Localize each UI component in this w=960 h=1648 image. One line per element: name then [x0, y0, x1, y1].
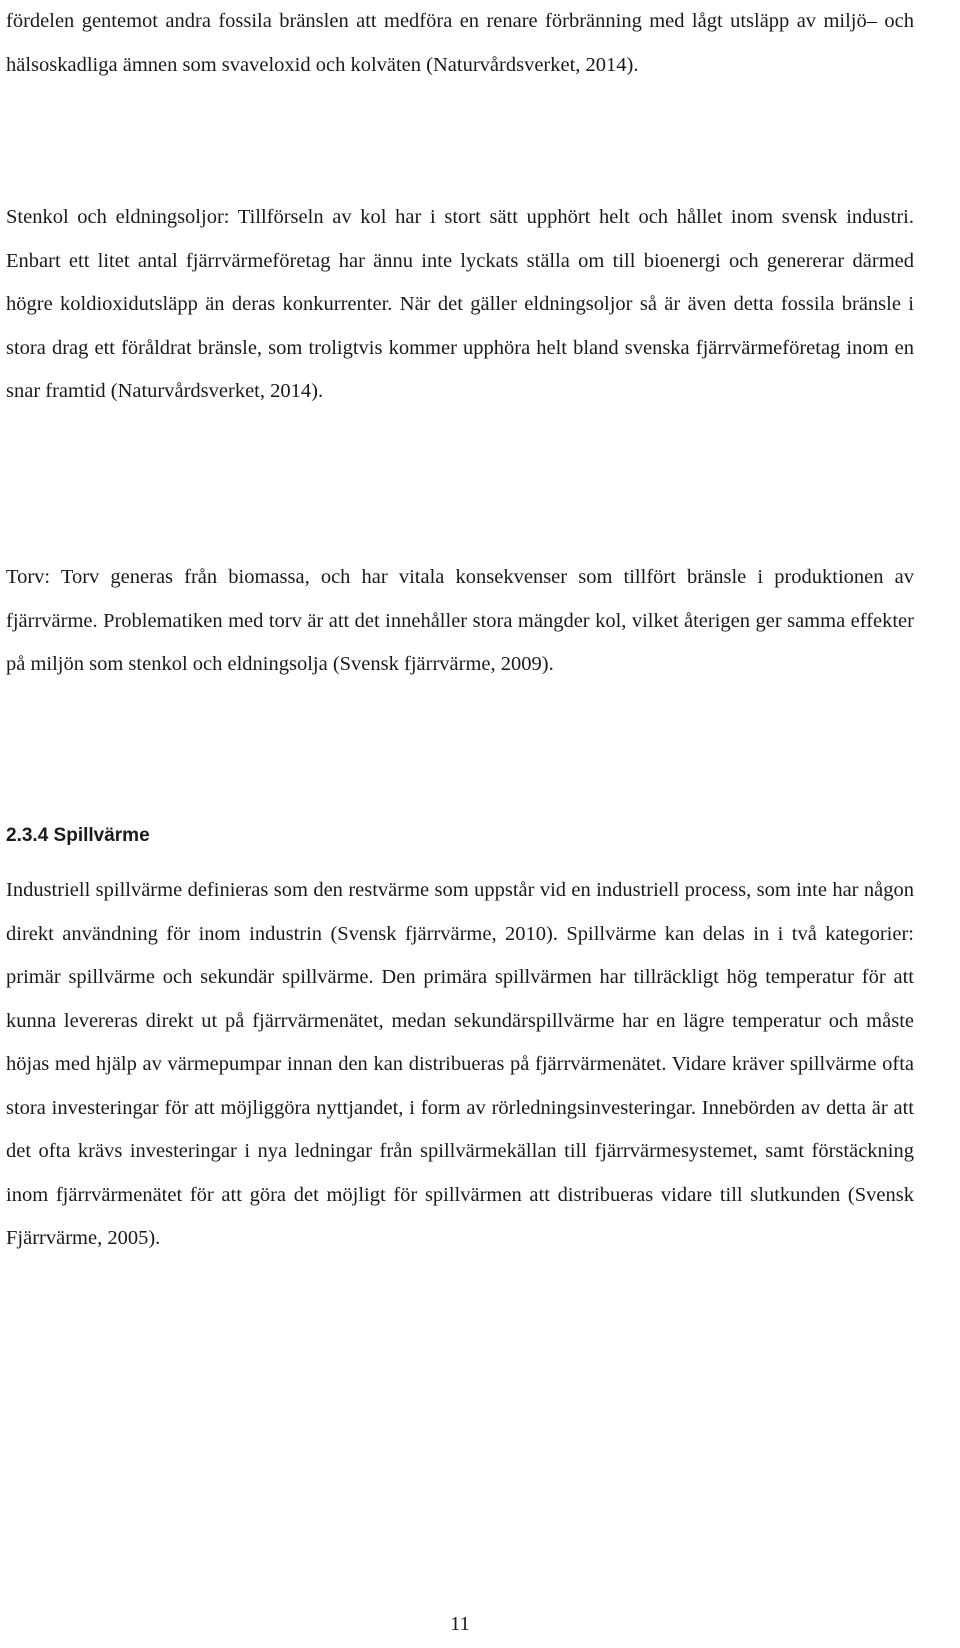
paragraph-coal-and-oil: Stenkol och eldningsoljor: Tillförseln av kol har i stort sätt upphört helt och hållet inom svensk industri. Enbart ett litet antal fjärrvärmeföretag har ännu inte lyckats ställa om till bioenergi och genererar därmed högre koldioxidutsläpp än deras konkurrenter. När det gäller eldningsoljor så är även detta fossila bränsle i stora drag ett föråldrat bränsle, som troligtvis kommer upphöra helt bland svenska fjärrvärmeföretag inom en snar framtid (Naturvårdsverket, 2014). — [6, 206, 914, 402]
paragraph-peat: Torv: Torv generas från biomassa, och har vitala konsekvenser som tillfört bränsle i produktionen av fjärrvärme. Problematiken med torv är att det innehåller stora mängder kol, vilket återigen ger samma effekter på miljön som stenkol och eldningsolja (Svensk fjärrvärme, 2009). — [6, 566, 914, 675]
paragraph-waste-heat: Industriell spillvärme definieras som den restvärme som uppstår vid en industriell process, som inte har någon direkt användning för inom industrin (Svensk fjärrvärme, 2010). Spillvärme kan delas in i två kategorier: primär spillvärme och sekundär spillvärme. Den primära spillvärmen har tillräckligt hög temperatur för att kunna levereras direkt ut på fjärrvärmenätet, medan sekundärspillvärme har en lägre temperatur och måste höjas med hjälp av värmepumpar innan den kan distribueras på fjärrvärmenätet. Vidare kräver spillvärme ofta stora investeringar för att möjliggöra nyttjandet, i form av rörledningsinvesteringar. Innebörden av detta är att det ofta krävs investeringar i nya ledningar från spillvärmekällan till fjärrvärmesystemet, samt förstäckning inom fjärrvärmenätet för att göra det möjligt för spillvärmen att distribueras vidare till slutkunden (Svensk Fjärrvärme, 2005). — [6, 879, 914, 1249]
page-number: 11 — [450, 1613, 470, 1635]
paragraph-fossil-fuels-intro: fördelen gentemot andra fossila bränslen att medföra en renare förbränning med lågt utsläpp av miljö– och hälsoskadliga ämnen som svaveloxid och kolväten (Naturvårdsverket, 2014). — [6, 10, 914, 76]
section-heading: 2.3.4 Spillvärme — [6, 825, 150, 846]
